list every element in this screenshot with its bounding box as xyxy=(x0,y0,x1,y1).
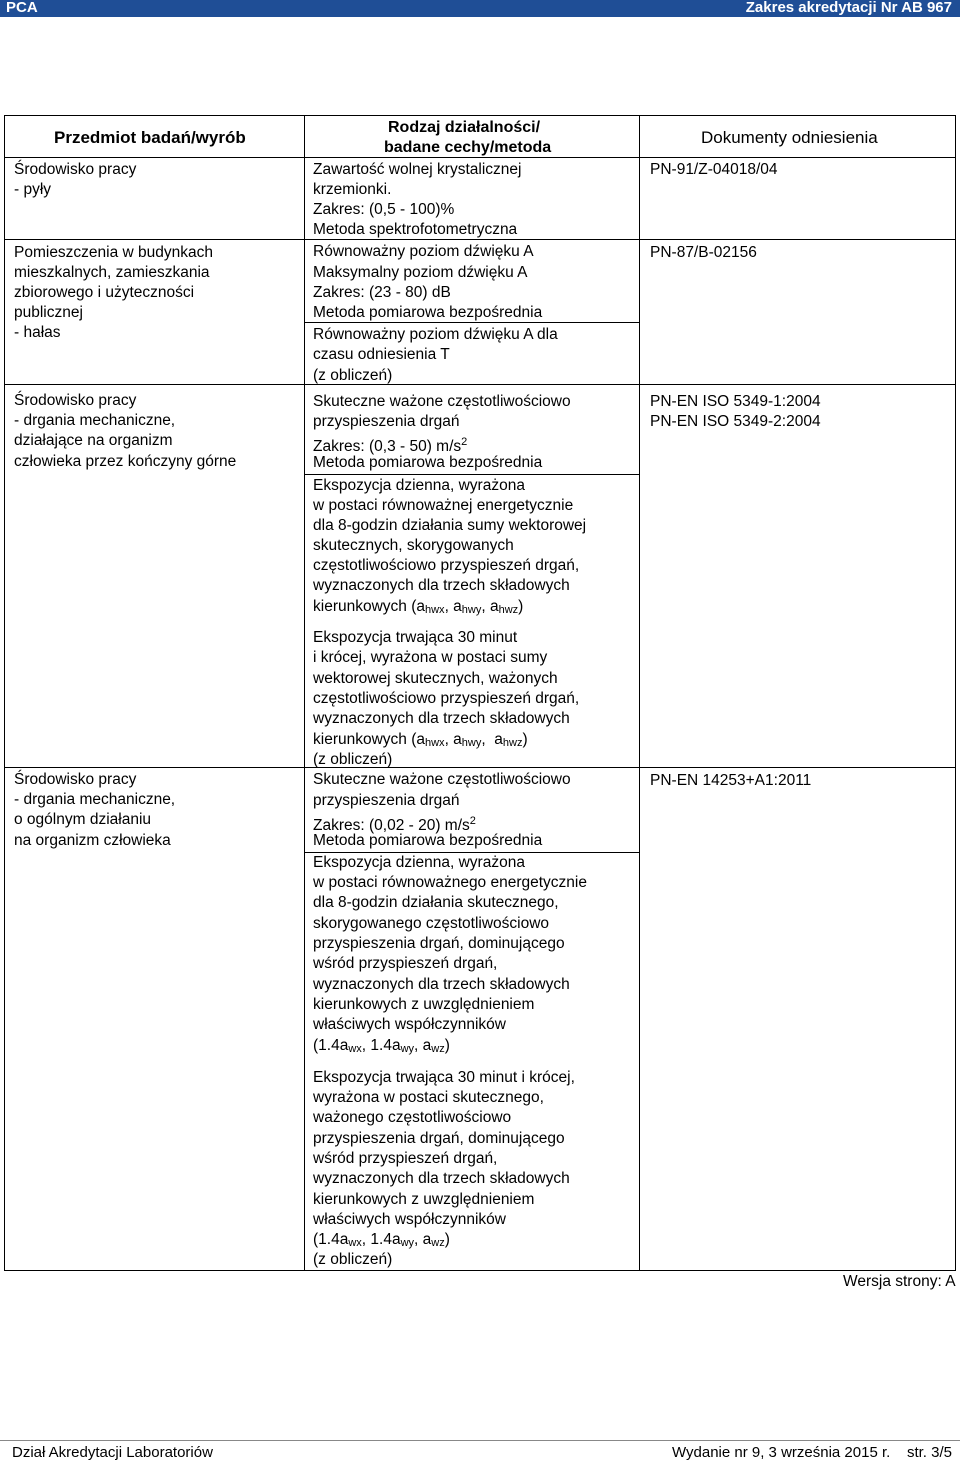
cell-line: przyspieszenia drgań xyxy=(313,792,460,809)
cell-line: czasu odniesienia T xyxy=(313,346,450,363)
cell-line: wektorowej skutecznych, ważonych xyxy=(313,670,558,687)
cell-line: na organizm człowieka xyxy=(14,832,171,849)
cell-line: - pyły xyxy=(14,181,52,198)
cell-line: działające na organizm xyxy=(14,432,173,449)
cell-line: częstotliwościowo przyspieszeń drgań, xyxy=(313,557,580,574)
cell-line: zbiorowego i użyteczności xyxy=(14,284,195,301)
cell-line: ($1.4a_{wx}$, $1.4a_{wy}$, $a_{wz}$) xyxy=(313,1231,450,1249)
page-version: Wersja strony: A xyxy=(843,1273,956,1290)
formula-prefix: (1.4a xyxy=(313,1231,349,1248)
unit-exponent: 2 xyxy=(461,436,468,448)
cell-line: dla 8-godzin działania sumy wektorowej xyxy=(313,517,587,534)
cell-line: Skuteczne ważone częstotliwościowo xyxy=(313,393,571,410)
cell-line: Metoda spektrofotometryczna xyxy=(313,221,518,238)
cell-line: ($1.4a_{wx}$, $1.4a_{wy}$, $a_{wz}$) xyxy=(313,1037,450,1055)
subscript: wz xyxy=(431,1043,445,1055)
cell-line: krzemionki. xyxy=(313,181,392,198)
cell-line: Maksymalny poziom dźwięku A xyxy=(313,264,528,281)
cell-line: - hałas xyxy=(14,324,61,341)
subscript: hwy xyxy=(461,737,482,749)
cell-line: wyznaczonych dla trzech składowych xyxy=(313,1170,570,1187)
subscript: hwz xyxy=(502,737,523,749)
cell-line: przyspieszenia drgań xyxy=(313,413,460,430)
cell-line: publicznej xyxy=(14,304,83,321)
range-text: Zakres: (0,3 - 50) m/s xyxy=(313,438,462,455)
cell-line: właściwych współczynników xyxy=(313,1016,506,1033)
cell-line: (z obliczeń) xyxy=(313,1251,393,1268)
cell-line: Środowisko pracy xyxy=(14,771,137,788)
cell-line: (z obliczeń) xyxy=(313,367,393,384)
formula-prefix: kierunkowych (a xyxy=(313,731,425,748)
subscript: hwx xyxy=(425,604,445,616)
cell-line: przyspieszenia drgań, dominującego xyxy=(313,935,565,952)
cell-line: Skuteczne ważone częstotliwościowo xyxy=(313,771,571,788)
doc-whole: PN-EN 14253+A1:2011 xyxy=(650,772,812,789)
row-divider xyxy=(4,767,304,768)
row-divider xyxy=(639,767,956,768)
cell-line: Ekspozycja dzienna, wyrażona xyxy=(313,477,525,494)
cell-line: (z obliczeń) xyxy=(313,751,393,768)
cell-line: kierunkowych ($a_{hwx}$, $a_{hwy}$, $a_{hwz}$) xyxy=(313,598,524,616)
subscript: wy xyxy=(400,1043,415,1055)
footer-edition: Wydanie nr 9, 3 września 2015 r. str. 3/5 xyxy=(671,1444,952,1461)
cell-line: Ekspozycja dzienna, wyrażona xyxy=(313,854,525,871)
row-divider xyxy=(4,384,304,385)
header-org: PCA xyxy=(6,0,38,16)
subscript: hwy xyxy=(461,604,482,616)
cell-line: - drgania mechaniczne, xyxy=(14,412,176,429)
cell-line: w postaci równoważnej energetycznie xyxy=(313,497,574,514)
cell-line: Środowisko pracy xyxy=(14,161,137,178)
subscript: wz xyxy=(431,1237,445,1249)
footer-divider xyxy=(0,1440,960,1441)
row-divider xyxy=(4,239,304,240)
cell-line: skutecznych, skorygowanych xyxy=(313,537,514,554)
cell-line: kierunkowych z uwzględnieniem xyxy=(313,1191,535,1208)
cell-line: wyznaczonych dla trzech składowych xyxy=(313,577,570,594)
cell-line: Równoważny poziom dźwięku A dla xyxy=(313,326,558,343)
cell-line: wyznaczonych dla trzech składowych xyxy=(313,976,570,993)
cell-line: wyznaczonych dla trzech składowych xyxy=(313,710,570,727)
cell-line: Ekspozycja trwająca 30 minut xyxy=(313,629,518,646)
cell-line: człowieka przez kończyny górne xyxy=(14,453,237,470)
column-header-documents: Dokumenty odniesienia xyxy=(701,128,878,147)
cell-line: skorygowanego częstotliwościowo xyxy=(313,915,550,932)
cell-line: Metoda pomiarowa bezpośrednia xyxy=(313,304,543,321)
doc-noise: PN-87/B-02156 xyxy=(650,244,757,261)
cell-line: przyspieszenia drgań, dominującego xyxy=(313,1130,565,1147)
formula-prefix: (1.4a xyxy=(313,1037,349,1054)
cell-line: mieszkalnych, zamieszkania xyxy=(14,264,210,281)
column-header-activity-2: badane cechy/metoda xyxy=(384,139,552,156)
cell-line: Metoda pomiarowa bezpośrednia xyxy=(313,454,543,471)
page-header-bar xyxy=(0,0,960,17)
column-header-activity-1: Rodzaj działalności/ xyxy=(388,119,541,136)
doc-hand-1: PN-EN ISO 5349-1:2004 xyxy=(650,393,821,410)
row-divider xyxy=(304,474,639,475)
unit-exponent: 2 xyxy=(469,815,476,827)
column-header-subject: Przedmiot badań/wyrób xyxy=(54,128,246,147)
row-divider xyxy=(4,157,304,158)
subscript: wy xyxy=(400,1237,415,1249)
row-divider xyxy=(639,239,956,240)
cell-line: Zawartość wolnej krystalicznej xyxy=(313,161,522,178)
doc-hand-2: PN-EN ISO 5349-2:2004 xyxy=(650,413,821,430)
subscript: hwz xyxy=(498,604,519,616)
header-title: Zakres akredytacji Nr AB 967 xyxy=(745,0,952,16)
cell-line: i krócej, wyrażona w postaci sumy xyxy=(313,649,548,666)
cell-line: kierunkowych z uwzględnieniem xyxy=(313,996,535,1013)
cell-line: wyrażona w postaci skutecznego, xyxy=(313,1089,544,1106)
subscript: wx xyxy=(348,1237,362,1249)
cell-line: Ekspozycja trwająca 30 minut i krócej, xyxy=(313,1069,575,1086)
cell-line: wśród przyspieszeń drgań, xyxy=(313,955,498,972)
formula-prefix: kierunkowych (a xyxy=(313,598,425,615)
doc-dust: PN-91/Z-04018/04 xyxy=(650,161,778,178)
cell-line: wśród przyspieszeń drgań, xyxy=(313,1150,498,1167)
cell-line: o ogólnym działaniu xyxy=(14,811,152,828)
cell-line: dla 8-godzin działania skutecznego, xyxy=(313,894,559,911)
cell-line: Równoważny poziom dźwięku A xyxy=(313,243,534,260)
row-divider xyxy=(639,157,956,158)
cell-line: ważonego częstotliwościowo xyxy=(313,1109,512,1126)
footer-department: Dział Akredytacji Laboratoriów xyxy=(12,1444,213,1461)
subscript: hwx xyxy=(425,737,445,749)
cell-line: w postaci równoważnego energetycznie xyxy=(313,874,587,891)
cell-line: Środowisko pracy xyxy=(14,392,137,409)
cell-line: właściwych współczynników xyxy=(313,1211,506,1228)
cell-line: Metoda pomiarowa bezpośrednia xyxy=(313,832,543,849)
column-divider xyxy=(304,115,305,1271)
cell-line: kierunkowych ($a_{hwx}$, $a_{hwy}$, $a_{hwz}$) xyxy=(313,731,528,749)
range-text: Zakres: (0,02 - 20) m/s xyxy=(313,817,470,834)
cell-line: częstotliwościowo przyspieszeń drgań, xyxy=(313,690,580,707)
cell-line: Zakres: (0,5 - 100)% xyxy=(313,201,455,218)
cell-line: Zakres: (23 - 80) dB xyxy=(313,284,451,301)
row-divider xyxy=(639,384,956,385)
cell-line: Pomieszczenia w budynkach xyxy=(14,244,214,261)
cell-line: - drgania mechaniczne, xyxy=(14,791,176,808)
subscript: wx xyxy=(348,1043,362,1055)
column-divider xyxy=(639,115,640,1271)
